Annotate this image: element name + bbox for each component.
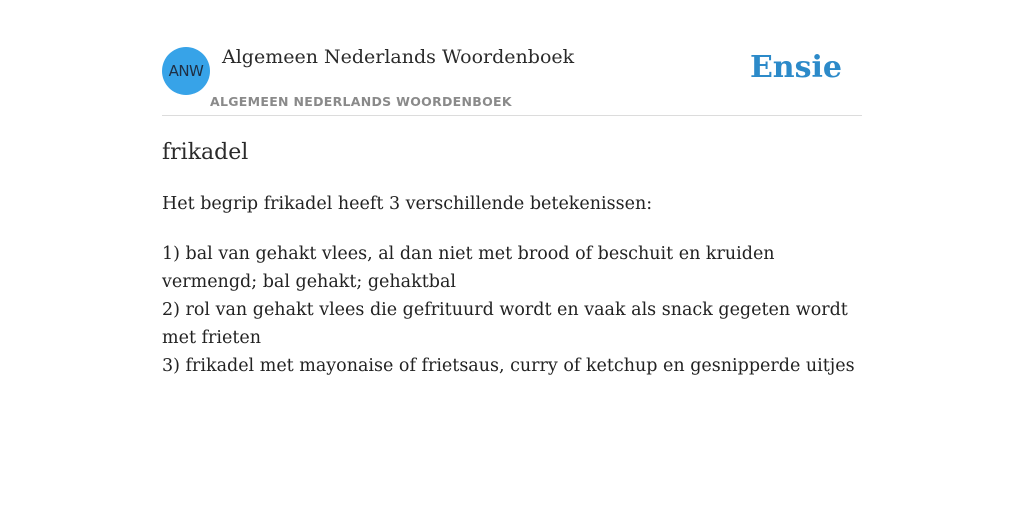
entry-intro: Het begrip frikadel heeft 3 verschillende betekenissen:: [162, 194, 653, 214]
definition-list: [162, 240, 862, 380]
entry-word: frikadel: [162, 140, 249, 165]
ensie-brand-logo[interactable]: Ensie: [749, 50, 842, 85]
anw-logo[interactable]: ANW: [162, 47, 210, 95]
definition-item: 1) bal van gehakt vlees, al dan niet met brood of beschuit en kruiden vermengd; bal gehakt; gehaktbal: [162, 244, 775, 292]
site-subtitle: ALGEMEEN NEDERLANDS WOORDENBOEK: [210, 94, 512, 109]
main-container: [162, 0, 862, 376]
definition-item: 2) rol van gehakt vlees die gefrituurd wordt en vaak als snack gegeten wordt met frieten: [162, 300, 848, 348]
header: [162, 0, 862, 116]
site-title[interactable]: Algemeen Nederlands Woordenboek: [222, 46, 575, 68]
definition-item: 3) frikadel met mayonaise of frietsaus, curry of ketchup en gesnipperde uitjes: [162, 356, 855, 376]
